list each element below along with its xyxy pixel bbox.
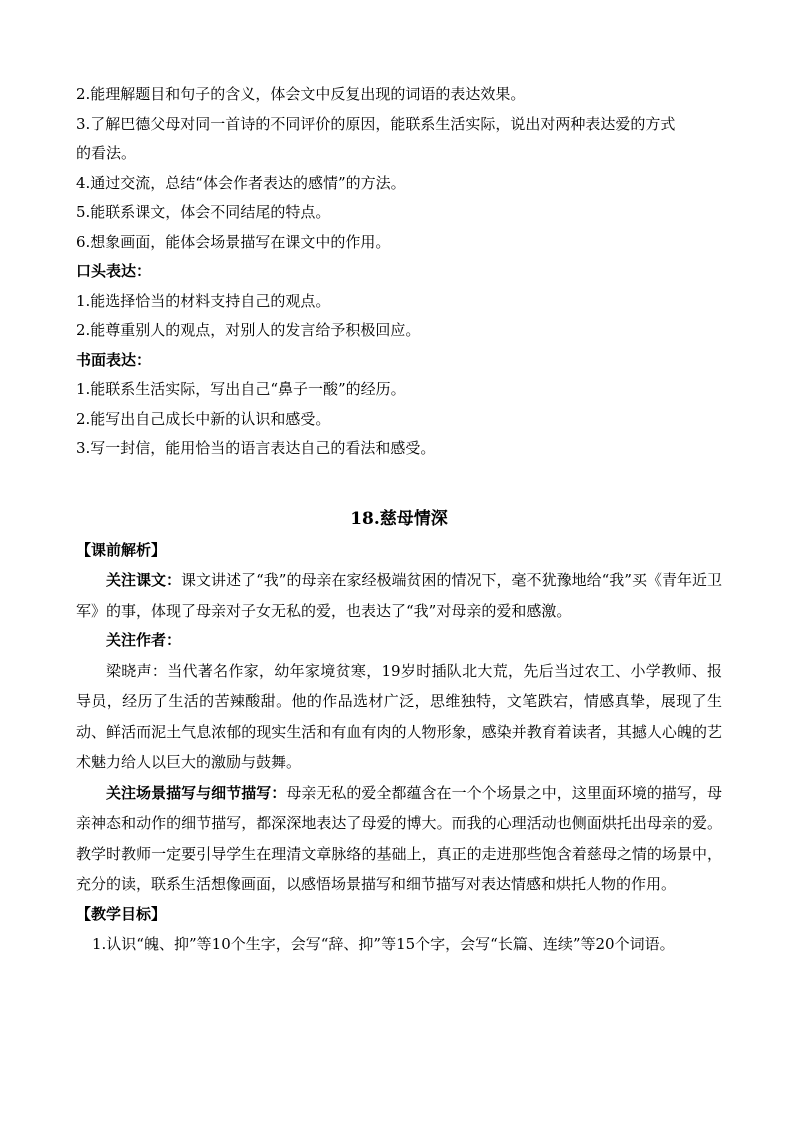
scene-body: 母亲无私的爱全都蕴含在一个个场景之中，这里面环境的描写，母亲神态和动作的细节描写，都深深地表达了母爱的博大。而我的心理活动也侧面烘托出母亲的爱。教学时教师一定要引导学生在理清文章脉络的基础上，真正的走进那些饱含着慈母之情的场景中，充分的读，联系生活想像画面，以感悟场景描写和细节描写对表达情感和烘托人物的作用。 [76,783,722,893]
goals-heading: 【教学目标】 [76,904,167,923]
written-item-3: 3.写一封信，能用恰当的语言表达自己的看法和感受。 [76,439,436,457]
author-body: 梁晓声：当代著名作家，幼年家境贫寒，19岁时插队北大荒，先后当过农工、小学教师、报导员，经历了生活的苦辣酸甜。他的作品选材广泛，思维独特，文笔跌宕，情感真挚，展现了生动、鲜活而泥土气息浓郁的现实生活和有血有肉的人物形象，感染并教育着读者，其撼人心魄的艺术魅力给人以巨大的激励与鼓舞。 [76,661,722,771]
goal-item-3-cont: 的看法。 [76,144,137,162]
goal-item-5: 5.能联系课文，体会不同结尾的特点。 [76,203,331,221]
author-label: 关注作者： [106,631,182,649]
written-heading: 书面表达： [76,350,152,369]
oral-heading: 口头表达： [76,262,152,280]
goal-item-6: 6.想象画面，能体会场景描写在课文中的作用。 [76,232,391,251]
goal-1: 1.认识“魄、抑”等10个生字，会写“辞、抑”等15个字，会写“长篇、连续”等20个词语。 [92,935,675,953]
document-page [76,80,722,960]
text-label: 关注课文： [106,571,182,589]
scene-label: 关注场景描写与细节描写： [106,783,287,802]
written-item-2: 2.能写出自己成长中新的认识和感受。 [76,409,331,428]
goal-item-3: 3.了解巴德父母对同一首诗的不同评价的原因，能联系生活实际，说出对两种表达爱的方式 [76,114,676,133]
scene-paragraph [76,778,722,900]
analysis-heading: 【课前解析】 [76,540,167,559]
lesson-title: 18.慈母情深 [350,508,448,529]
text-paragraph [76,565,722,626]
oral-item-1: 1.能选择恰当的材料支持自己的观点。 [76,291,331,310]
goal-item-4: 4.通过交流，总结“体会作者表达的感情”的方法。 [76,173,406,192]
oral-item-2: 2.能尊重别人的观点，对别人的发言给予积极回应。 [76,321,421,339]
written-item-1: 1.能联系生活实际，写出自己“鼻子一酸”的经历。 [76,380,406,398]
text-body: 课文讲述了“我”的母亲在家经极端贫困的情况下，毫不犹豫地给“我”买《青年近卫军》的事，体现了母亲对子女无私的爱，也表达了“我”对母亲的爱和感激。 [76,571,722,620]
goal-item-2: 2.能理解题目和句子的含义，体会文中反复出现的词语的表达效果。 [76,85,526,103]
